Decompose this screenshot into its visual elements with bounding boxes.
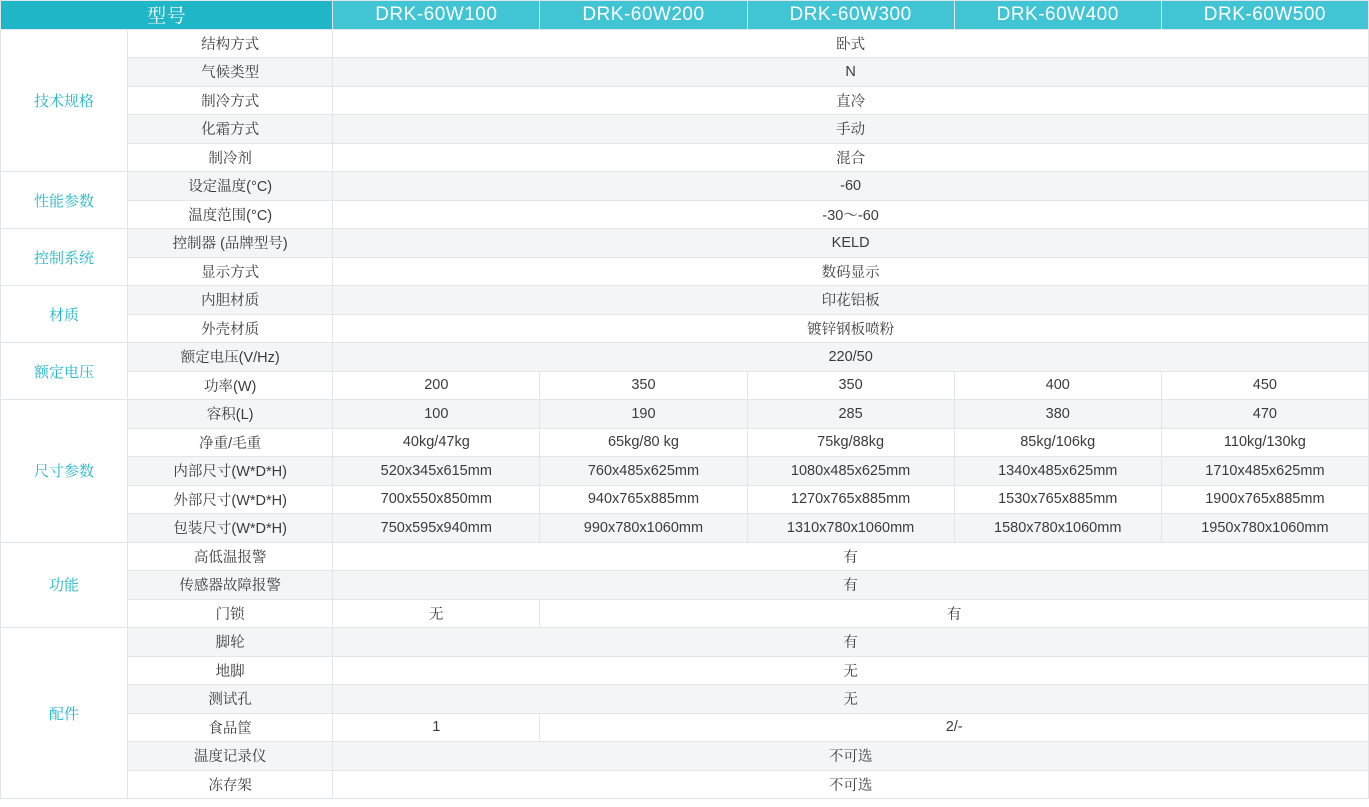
row-value: 卧式 bbox=[333, 29, 1369, 58]
table-row bbox=[1, 400, 1369, 429]
table-row bbox=[1, 257, 1369, 286]
table-row bbox=[1, 514, 1369, 543]
row-value: 1080x485x625mm bbox=[747, 457, 954, 486]
row-label: 温度记录仪 bbox=[128, 742, 333, 771]
table-row bbox=[1, 742, 1369, 771]
row-label: 制冷剂 bbox=[128, 143, 333, 172]
table-row bbox=[1, 143, 1369, 172]
row-value: 220/50 bbox=[333, 343, 1369, 372]
header-model-4: DRK-60W400 bbox=[954, 1, 1161, 30]
row-value: 85kg/106kg bbox=[954, 428, 1161, 457]
table-row bbox=[1, 172, 1369, 201]
row-value: 190 bbox=[540, 400, 747, 429]
row-label: 传感器故障报警 bbox=[128, 571, 333, 600]
row-value: 400 bbox=[954, 371, 1161, 400]
row-value: 40kg/47kg bbox=[333, 428, 540, 457]
header-model-1: DRK-60W100 bbox=[333, 1, 540, 30]
table-row bbox=[1, 115, 1369, 144]
table-row bbox=[1, 685, 1369, 714]
group-label: 配件 bbox=[1, 628, 128, 799]
table-row bbox=[1, 628, 1369, 657]
row-value: 手动 bbox=[333, 115, 1369, 144]
table-row bbox=[1, 656, 1369, 685]
table-row bbox=[1, 713, 1369, 742]
row-value: 1530x765x885mm bbox=[954, 485, 1161, 514]
row-value: 1310x780x1060mm bbox=[747, 514, 954, 543]
row-value: 350 bbox=[540, 371, 747, 400]
row-label: 脚轮 bbox=[128, 628, 333, 657]
row-label: 控制器 (品牌型号) bbox=[128, 229, 333, 258]
row-value: 940x765x885mm bbox=[540, 485, 747, 514]
table-header bbox=[1, 1, 1369, 30]
row-value: 65kg/80 kg bbox=[540, 428, 747, 457]
row-label: 净重/毛重 bbox=[128, 428, 333, 457]
table-row bbox=[1, 571, 1369, 600]
table-row bbox=[1, 485, 1369, 514]
row-value: -30～-60 bbox=[333, 200, 1369, 229]
row-value: 285 bbox=[747, 400, 954, 429]
row-value: 520x345x615mm bbox=[333, 457, 540, 486]
table-row bbox=[1, 542, 1369, 571]
row-label: 内部尺寸(W*D*H) bbox=[128, 457, 333, 486]
row-value: 1 bbox=[333, 713, 540, 742]
table-row bbox=[1, 286, 1369, 315]
table-row bbox=[1, 29, 1369, 58]
table-row bbox=[1, 314, 1369, 343]
row-label: 容积(L) bbox=[128, 400, 333, 429]
row-value: 380 bbox=[954, 400, 1161, 429]
table-row bbox=[1, 343, 1369, 372]
row-value: 无 bbox=[333, 656, 1369, 685]
row-label: 气候类型 bbox=[128, 58, 333, 87]
group-label: 材质 bbox=[1, 286, 128, 343]
row-value: 75kg/88kg bbox=[747, 428, 954, 457]
header-model-3: DRK-60W300 bbox=[747, 1, 954, 30]
row-label: 门锁 bbox=[128, 599, 333, 628]
header-model-2: DRK-60W200 bbox=[540, 1, 747, 30]
row-value: 无 bbox=[333, 599, 540, 628]
row-value: 1950x780x1060mm bbox=[1161, 514, 1368, 543]
row-value: 990x780x1060mm bbox=[540, 514, 747, 543]
row-value: 直冷 bbox=[333, 86, 1369, 115]
row-value: 470 bbox=[1161, 400, 1368, 429]
header-row-label: 型号 bbox=[1, 1, 333, 30]
row-value: 不可选 bbox=[333, 742, 1369, 771]
row-label: 地脚 bbox=[128, 656, 333, 685]
row-value: 有 bbox=[540, 599, 1369, 628]
table-row bbox=[1, 200, 1369, 229]
row-label: 功率(W) bbox=[128, 371, 333, 400]
row-label: 食品筐 bbox=[128, 713, 333, 742]
row-value: 印花铝板 bbox=[333, 286, 1369, 315]
table-row bbox=[1, 770, 1369, 799]
row-label: 高低温报警 bbox=[128, 542, 333, 571]
table-row bbox=[1, 457, 1369, 486]
group-label: 控制系统 bbox=[1, 229, 128, 286]
row-label: 设定温度(°C) bbox=[128, 172, 333, 201]
row-value: 无 bbox=[333, 685, 1369, 714]
row-label: 外壳材质 bbox=[128, 314, 333, 343]
row-value: 110kg/130kg bbox=[1161, 428, 1368, 457]
group-label: 额定电压 bbox=[1, 343, 128, 400]
header-model-5: DRK-60W500 bbox=[1161, 1, 1368, 30]
row-label: 冻存架 bbox=[128, 770, 333, 799]
table-row bbox=[1, 371, 1369, 400]
row-value: KELD bbox=[333, 229, 1369, 258]
row-label: 制冷方式 bbox=[128, 86, 333, 115]
row-label: 显示方式 bbox=[128, 257, 333, 286]
row-label: 化霜方式 bbox=[128, 115, 333, 144]
row-label: 内胆材质 bbox=[128, 286, 333, 315]
row-label: 测试孔 bbox=[128, 685, 333, 714]
row-value: 750x595x940mm bbox=[333, 514, 540, 543]
row-value: 不可选 bbox=[333, 770, 1369, 799]
row-label: 包装尺寸(W*D*H) bbox=[128, 514, 333, 543]
row-value: 350 bbox=[747, 371, 954, 400]
row-value: 1340x485x625mm bbox=[954, 457, 1161, 486]
row-value: 1580x780x1060mm bbox=[954, 514, 1161, 543]
row-value: 数码显示 bbox=[333, 257, 1369, 286]
row-value: 200 bbox=[333, 371, 540, 400]
row-label: 额定电压(V/Hz) bbox=[128, 343, 333, 372]
group-label: 技术规格 bbox=[1, 29, 128, 172]
table-row bbox=[1, 428, 1369, 457]
row-value: 有 bbox=[333, 542, 1369, 571]
row-value: 有 bbox=[333, 571, 1369, 600]
row-value: 混合 bbox=[333, 143, 1369, 172]
group-label: 尺寸参数 bbox=[1, 400, 128, 543]
header-row bbox=[1, 1, 1369, 30]
row-value: N bbox=[333, 58, 1369, 87]
row-label: 结构方式 bbox=[128, 29, 333, 58]
row-value: 1710x485x625mm bbox=[1161, 457, 1368, 486]
row-value: 有 bbox=[333, 628, 1369, 657]
group-label: 性能参数 bbox=[1, 172, 128, 229]
table-row bbox=[1, 86, 1369, 115]
table-body bbox=[1, 29, 1369, 799]
table-row bbox=[1, 58, 1369, 87]
table-row bbox=[1, 599, 1369, 628]
row-value: 1270x765x885mm bbox=[747, 485, 954, 514]
group-label: 功能 bbox=[1, 542, 128, 628]
row-value: 700x550x850mm bbox=[333, 485, 540, 514]
row-value: 450 bbox=[1161, 371, 1368, 400]
row-value: 760x485x625mm bbox=[540, 457, 747, 486]
row-label: 温度范围(°C) bbox=[128, 200, 333, 229]
row-value: 1900x765x885mm bbox=[1161, 485, 1368, 514]
row-value: 2/- bbox=[540, 713, 1369, 742]
table-row bbox=[1, 229, 1369, 258]
row-label: 外部尺寸(W*D*H) bbox=[128, 485, 333, 514]
row-value: 100 bbox=[333, 400, 540, 429]
row-value: 镀锌钢板喷粉 bbox=[333, 314, 1369, 343]
row-value: -60 bbox=[333, 172, 1369, 201]
